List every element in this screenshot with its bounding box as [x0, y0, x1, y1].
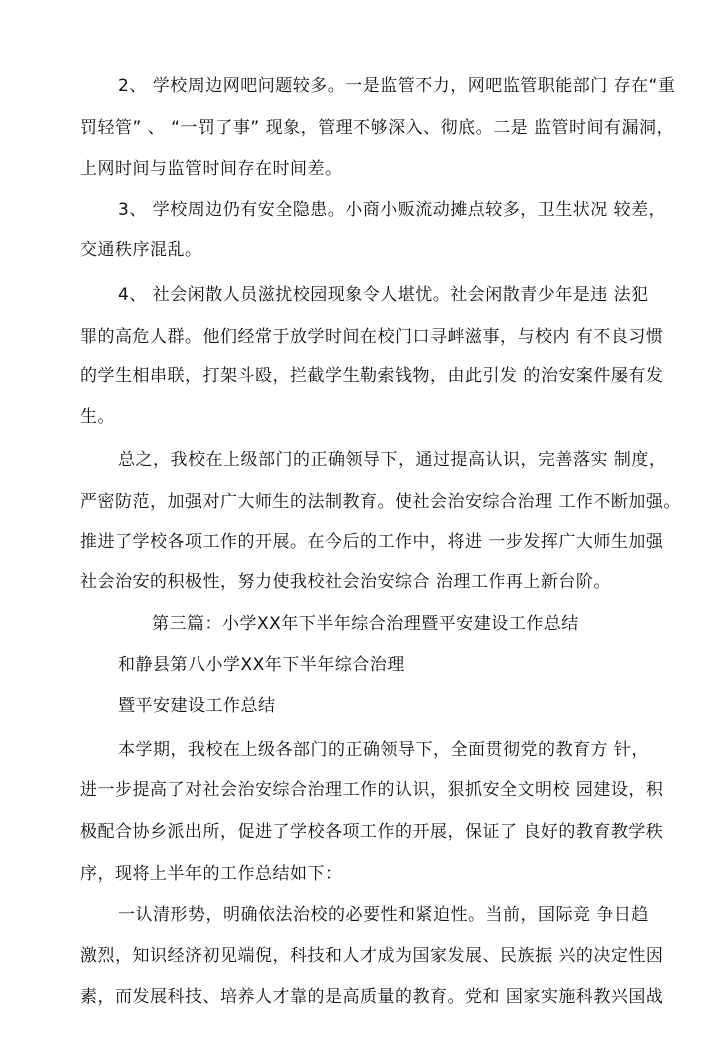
- text-line: 进一步提高了对社会治安综合治理工作的认识，狠抓安全文明校 园建设，积: [80, 780, 664, 800]
- text-line: 序，现将上半年的工作总结如下：: [80, 864, 343, 884]
- text-line: 总之，我校在上级部门的正确领导下，通过提高认识，完善落实 制度，: [118, 450, 667, 470]
- text-line: 上网时间与监管时间存在时间差。: [80, 159, 343, 179]
- text-line: 生。: [80, 407, 115, 427]
- text-line: 社会治安的积极性，努力使我校社会治安综合 治理工作再上新台阶。: [80, 572, 611, 592]
- text-line: 素，而发展科技、培养人才靠的是高质量的教育。党和 国家实施科教兴国战: [80, 987, 664, 1007]
- text-line: 3、 学校周边仍有安全隐患。小商小贩流动摊点较多，卫生状况 较差，: [118, 200, 667, 220]
- text-line: 交通秩序混乱。: [80, 240, 203, 260]
- text-line: 罚轻管” 、 “一罚了事” 现象，管理不够深入、彻底。二是 监管时间有漏洞，: [80, 118, 675, 138]
- text-line: 的学生相串联，打架斗殴，拦截学生勒索钱物，由此引发 的治安案件屡有发: [80, 366, 664, 386]
- text-line: 一认清形势，明确依法治校的必要性和紧迫性。当前，国际竞 争日趋: [118, 905, 649, 925]
- text-line: 2、 学校周边网吧问题较多。一是监管不力，网吧监管职能部门 存在“重: [118, 76, 676, 96]
- text-line: 本学期，我校在上级各部门的正确领导下，全面贯彻党的教育方 针，: [118, 740, 649, 760]
- section-title: 第三篇：小学XX年下半年综合治理暨平安建设工作总结: [152, 614, 579, 634]
- text-line: 推进了学校各项工作的开展。在今后的工作中，将进 一步发挥广大师生加强: [80, 532, 664, 552]
- text-line: 罪的高危人群。他们经常于放学时间在校门口寻衅滋事，与校内 有不良习惯: [80, 327, 664, 347]
- text-line: 极配合协乡派出所，促进了学校各项工作的开展，保证了 良好的教育教学秩: [80, 822, 664, 842]
- text-line: 暨平安建设工作总结: [118, 696, 276, 716]
- text-line: 4、 社会闲散人员滋扰校园现象令人堪忧。社会闲散青少年是违 法犯: [118, 285, 649, 305]
- text-line: 严密防范，加强对广大师生的法制教育。使社会治安综合治理 工作不断加强。: [80, 492, 681, 512]
- text-line: 和静县第八小学XX年下半年综合治理: [118, 655, 405, 675]
- text-line: 激烈，知识经济初见端倪，科技和人才成为国家发展、民族振 兴的决定性因: [80, 946, 664, 966]
